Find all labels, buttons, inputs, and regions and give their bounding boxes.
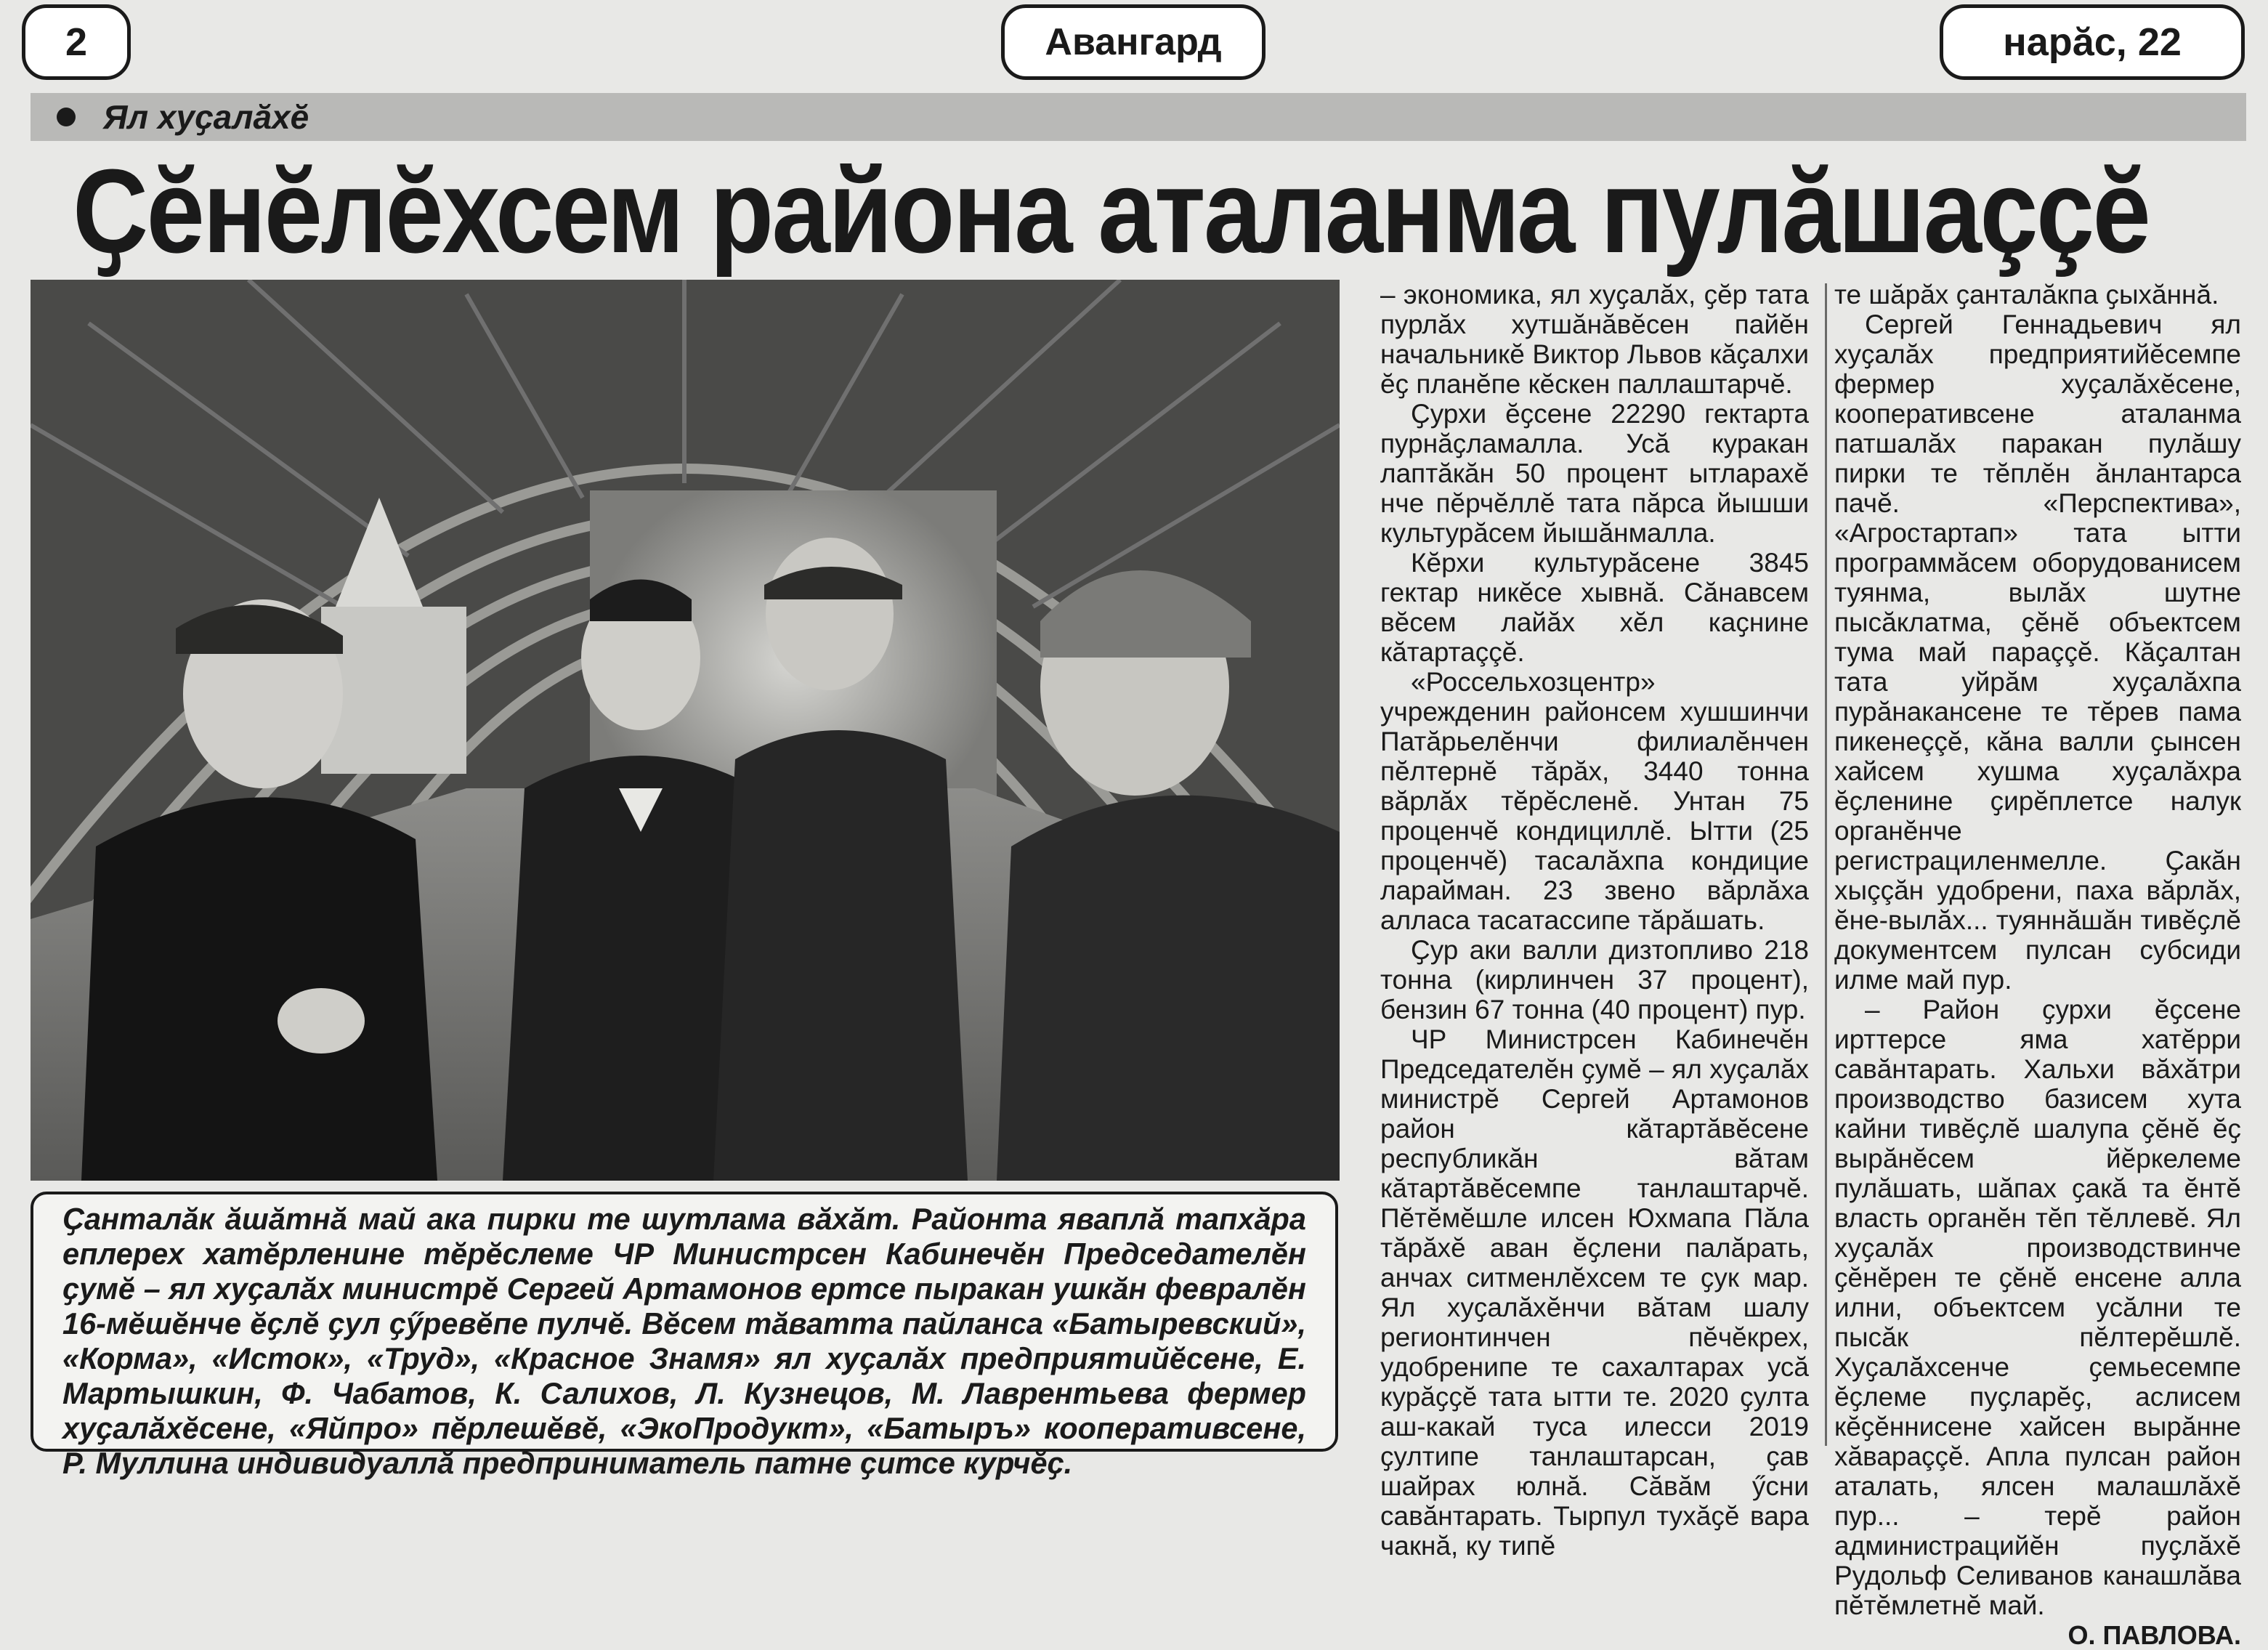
paragraph: Ҫур аки валли дизтопливо 218 тонна (кирлинчен 37 процент), бензин 67 тонна (40 процент) пур.: [1380, 935, 1809, 1024]
article-photo: [31, 280, 1340, 1181]
page-number-text: 2: [65, 20, 88, 64]
paragraph: – Район ҫурхи ӗҫсене ирттерсе яма хатӗрри савӑнтарать. Хальхи вӑхӑтри производство базисем хута кайни тивӗҫлӗ шалупа ҫӗнӗ ӗҫ вырӑнӗсем йӗркелеме пулӑшать, шӑпах ҫакӑ та ӗнтӗ власть органӗн тӗп тӗллевӗ. Ял хуҫалӑх производствинче ҫӗнӗрен те ҫӗнӗ енсене алла илни, объектсем усӑлни те пысӑк пӗлтерӗшлӗ. Хуҫалӑхсенче ҫемьесемпе ӗҫлеме пуҫларӗҫ, аслисем кӗҫӗннисене хайсен вырӑнне хӑвараççӗ. Апла пулсан район аталать, ялсен малашлӑхӗ пур... – терӗ район администрацийӗн пуҫлӑхӗ Рудольф Селиванов канашлӑва пӗтӗмлетнӗ май.: [1834, 995, 2241, 1620]
page-number: [22, 4, 131, 80]
paragraph: «Россельхозцентр» учрежденин районсем хушшинчи Патӑрьелӗнчи филиалӗнчен пӗлтернӗ тӑрӑх, 3440 тонна вӑрлӑх тӗрӗсленӗ. Унтан 75 проценчӗ кондициллӗ. Ытти (25 проценчӗ) тасалӑхпа кондицие ларайман. 23 звено вӑрлӑха алласа тасатассипе тӑрӑшать.: [1380, 667, 1809, 935]
paragraph: те шӑрӑх ҫанталӑкпа ҫыхӑннӑ.: [1834, 280, 2219, 310]
photo-caption-text: Ҫанталӑк ӑшӑтнӑ май ака пирки те шутлама вӑхӑт. Районта яваплӑ тапхӑра еплерех хатӗрленине тӗрӗслеме ЧР Министрсен Кабинечӗн Председателӗн ҫумӗ – ял хуҫалӑх министрӗ Сергей Артамонов ертсе пыракан ушкӑн февралӗн 16-мӗшӗнче ӗҫлӗ ҫул ҫӳревӗпе пулчӗ. Вӗсем тӑватта пайланса «Батыревский», «Корма», «Исток», «Труд», «Красное Знамя» ял хуҫалӑх предприятийӗсене, Е. Мартышкин, Ф. Чабатов, К. Салихов, Л. Кузнецов, М. Лаврентьева фермер хуҫалӑхӗсене, «Яйпро» пӗрлешӗвӗ, «ЭкоПродукт», «Батыръ» кооперативсене, Р. Муллина индивидуаллӑ предприниматель патне ҫитсе курчӗҫ.: [62, 1202, 1306, 1480]
bullet-icon: [57, 108, 76, 126]
paragraph: Сергей Геннадьевич ял хуҫалӑх предприятийӗсемпе фермер хуҫалӑхӗсене, кооперативсене аталанма патшалӑх паракан пулӑшу пирки те тӗплӗн ӑнлантарса пачӗ. «Перспектива», «Агростартап» тата ытти программӑсем оборудованисем туянма, вылӑх шутне пысӑклатма, ҫӗнӗ объектсем тума май параççӗ. Кӑҫалтан тата уйрӑм хуҫалӑхпа пурӑнакансене те тӗрев пама пикенеççӗ, кӑна валли ҫынсен хайсем хушма хуҫалӑхра ӗҫленине ҫирӗплетсе налук органӗнче регистрациленмелле. Ҫакӑн хыççӑн удобрени, паха вӑрлӑх, ӗне-вылӑх... туяннӑшӑн тивӗҫлӗ документсем пулсан субсиди илме май пур.: [1834, 310, 2241, 995]
article-headline: Ҫӗнӗлӗхсем района аталанма пулӑшаççӗ: [73, 145, 2150, 278]
rubric-label: Ял хуҫалӑхӗ: [103, 98, 309, 136]
paragraph: ЧР Министрсен Кабинечӗн Председателӗн ҫумӗ – ял хуҫалӑх министрӗ Сергей Артамонов район кӑтартӑвӗсене республикӑн вӑтам кӑтартӑвӗсемпе танлаштарчӗ. Пӗтӗмӗшле илсен Юхмапа Пӑла тӑрӑхӗ аван ӗҫлени палӑрать, анчах ситменлӗхсем те ҫук мар. Ял хуҫалӑхӗнчи вӑтам шалу регионтинчен пӗчӗкрех, удобренипе те сахалтарах усӑ курӑҫҫӗ тата ытти те. 2020 ҫулта аш-какай туса илесси 2019 ҫултипе танлаштарсан, ҫав шайрах юлнӑ. Сӑвӑм ӳсни савӑнтарать. Тырпул тухӑҫӗ вара чакнӑ, ку типӗ: [1380, 1024, 1809, 1561]
author-signature: О. ПАВЛОВА.: [2067, 1620, 2241, 1650]
article-column-2: [1834, 280, 2241, 1650]
issue-date: [1940, 4, 2245, 80]
newspaper-name: [1001, 4, 1265, 80]
photo-caption: [31, 1192, 1338, 1480]
rubric-bar: [31, 93, 2246, 141]
photo-of-officials-in-hangar-icon: [31, 280, 1340, 1181]
paragraph: – экономика, ял хуҫалӑх, ҫӗр тата пурлӑх хутшӑнӑвӗсен пайӗн начальникӗ Виктор Львов кӑҫалхи ӗҫ планӗпе кӗскен паллаштарчӗ.: [1380, 280, 1809, 399]
newspaper-name-text: Авангард: [1045, 21, 1222, 63]
paragraph: Кӗрхи культурӑсене 3845 гектар никӗсе хывнӑ. Сӑнавсем вӗсем лайӑх хӗл каҫнине кӑтартаççӗ.: [1380, 548, 1809, 667]
column-divider: [1825, 283, 1827, 1446]
paragraph: Ҫурхи ӗҫсене 22290 гектарта пурнӑҫламалла. Усӑ куракан лаптӑкӑн 50 процент ытларахӗ нче пӗрчӗллӗ тата пӑрса йышши культурӑсем йышӑнмалла.: [1380, 399, 1809, 548]
article-column-1: [1380, 280, 1809, 1561]
issue-date-text: нарӑс, 22: [2003, 20, 2182, 64]
